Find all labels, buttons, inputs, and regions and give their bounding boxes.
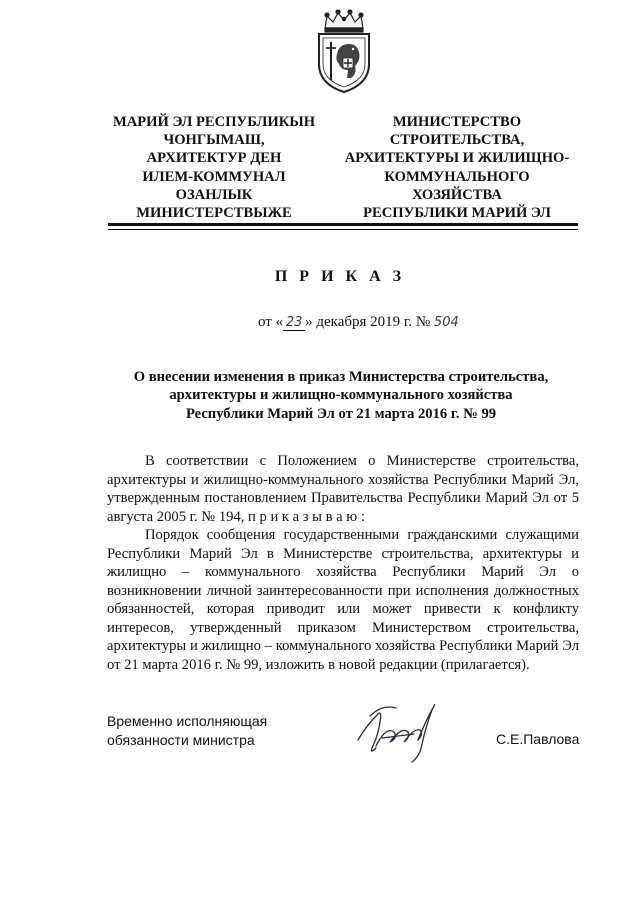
subject-line: архитектуры и жилищно-коммунального хозяйства (169, 387, 513, 404)
header-divider-thin (108, 229, 578, 230)
date-day-handwritten: 23 (283, 316, 305, 331)
body-paragraph: В соответствии с Положением о Министерстве строительства, архитектуры и жилищно-коммунального хозяйства Республики Марий Эл, утвержденным постановлением Правительства Республики Марий Эл от 5 августа 2005 г. № 194, п р и к а з ы в а ю : (107, 453, 579, 525)
header-right-russian (340, 113, 574, 222)
subject-line: О внесении изменения в приказ Министерства строительства, (133, 369, 549, 385)
body-paragraph: Порядок сообщения государственными гражданскими служащими Республики Марий Эл в Министерстве строительства, архитектуры и жилищно – коммунального хозяйства Республики Марий Эл о возникновении личной заинтересованности при исполнения должностных обязанностей, которая приводит или может привести к конфликту интересов, утвержденный приказом Министерством строительства, архитектуры и жилищно – коммунального хозяйства Республики Марий Эл от 21 марта 2016 г. № 99, изложить в новой редакции (прилагается). (107, 527, 579, 673)
header-left-line: ЧОНГЫМАШ, (163, 132, 265, 149)
subject-line: Республики Марий Эл от 21 марта 2016 г. № 99 (185, 405, 497, 422)
date-prefix: от « (258, 314, 284, 330)
signatory-position (107, 712, 267, 750)
header-right-line: ХОЗЯЙСТВА (412, 186, 502, 203)
signatory-position-line: Временно исполняющая (107, 713, 268, 729)
order-number-handwritten: 504 (433, 315, 459, 330)
header-divider-thick (108, 223, 578, 226)
header-left-line: МАРИЙ ЭЛ РЕСПУБЛИКЫН (112, 114, 316, 130)
date-line (258, 314, 459, 331)
signatory-position-line: обязанности министра (107, 732, 255, 748)
header-left-marian (92, 113, 336, 222)
header-left-line: ОЗАНЛЫК (175, 186, 253, 203)
header-left-line: АРХИТЕКТУР ДЕН (146, 150, 282, 167)
document-type: П Р И К А З (274, 268, 406, 285)
header-right-line: КОММУНАЛЬНОГО (384, 168, 530, 185)
document-body (107, 452, 579, 674)
header-left-line: ИЛЕМ-КОММУНАЛ (142, 168, 286, 185)
header-right-line: АРХИТЕКТУРЫ И ЖИЛИЩНО- (344, 150, 570, 167)
header-right-line: СТРОИТЕЛЬСТВА, (389, 132, 525, 149)
header-right-line: РЕСПУБЛИКИ МАРИЙ ЭЛ (363, 205, 551, 222)
coat-of-arms-icon (311, 8, 377, 94)
handwritten-signature-icon (352, 696, 442, 764)
document-subject (110, 368, 572, 423)
signatory-name: С.Е.Павлова (496, 731, 580, 747)
date-middle: » декабря 2019 г. № (305, 314, 431, 330)
header-left-line: МИНИСТЕРСТВЫЖЕ (136, 205, 292, 222)
header-right-line: МИНИСТЕРСТВО (392, 114, 522, 130)
